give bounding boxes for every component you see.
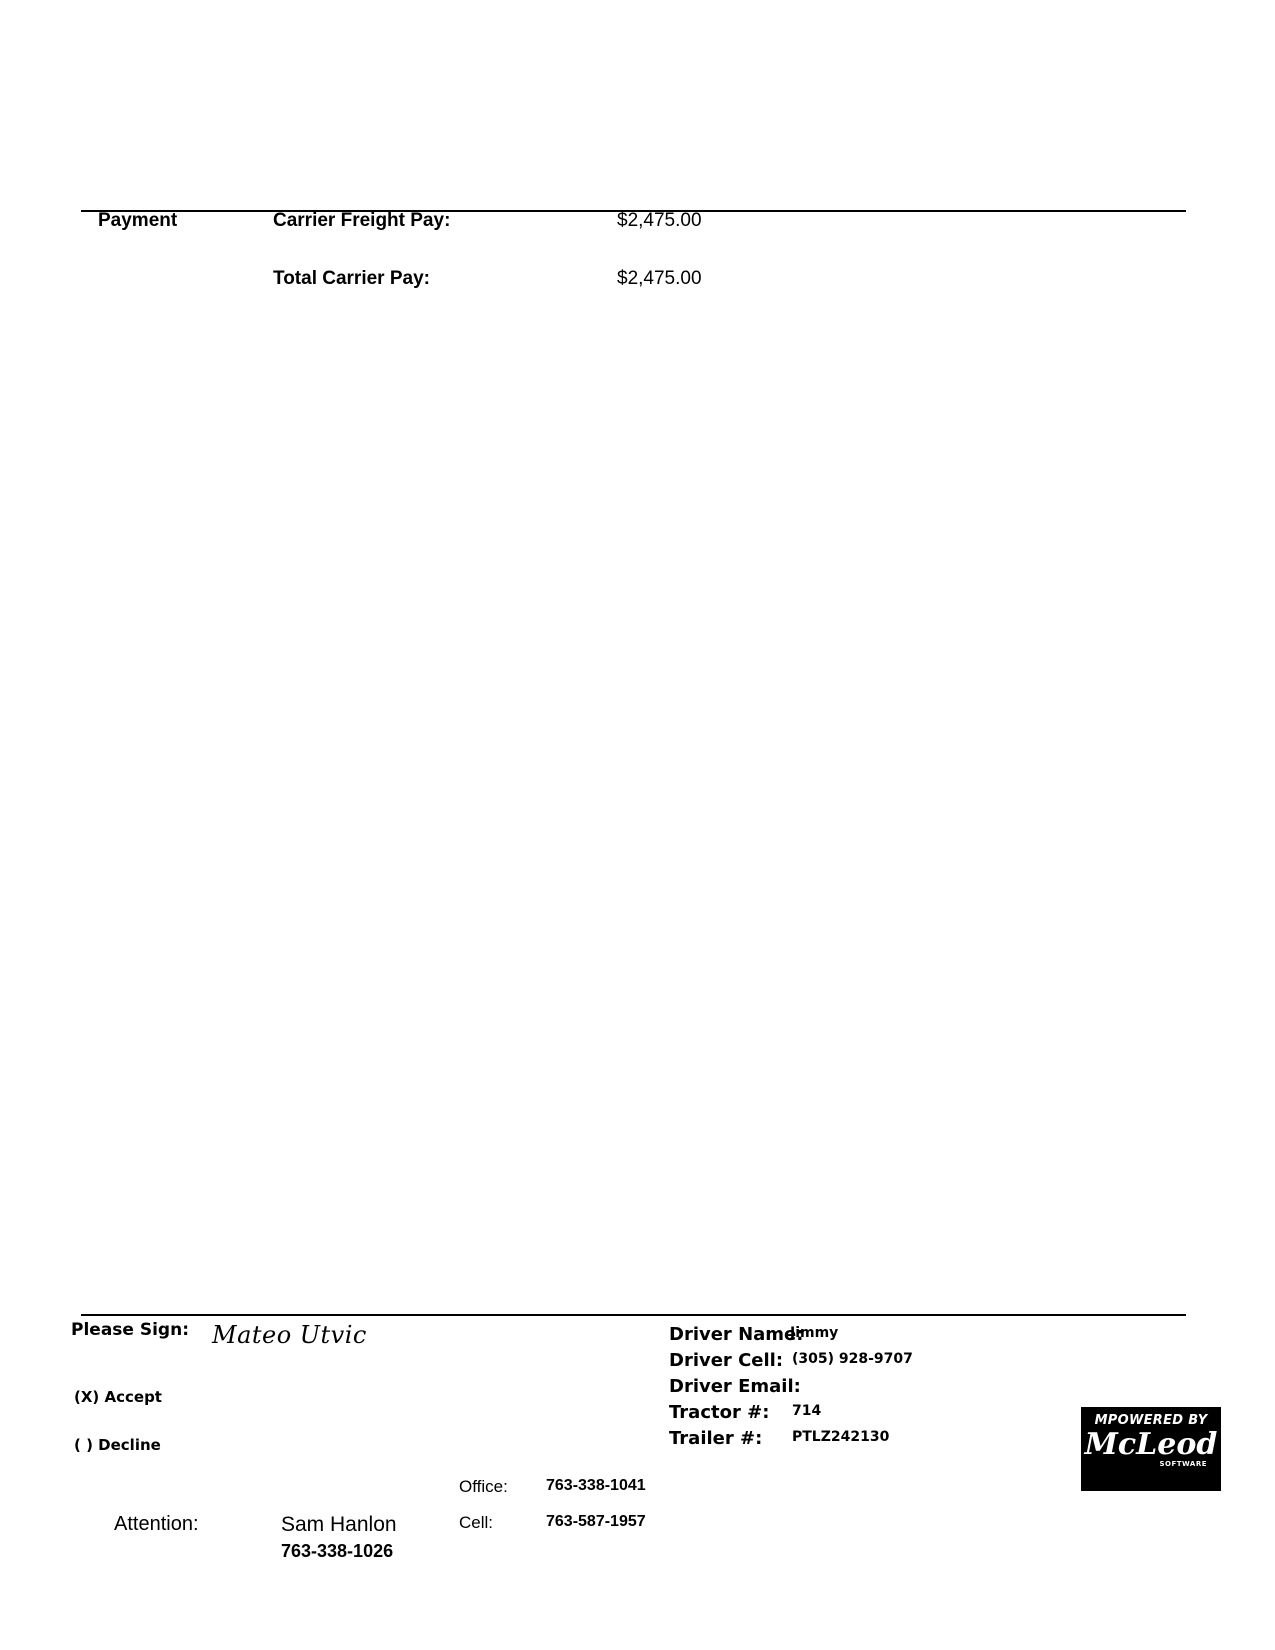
attention-phone: 763-338-1026	[281, 1541, 394, 1561]
please-sign-label: Please Sign:	[71, 1320, 189, 1340]
decline-option: ( ) Decline	[74, 1436, 161, 1454]
driver-email-label: Driver Email:	[669, 1376, 801, 1397]
trailer-value: PTLZ242130	[792, 1429, 890, 1445]
trailer-label: Trailer #:	[669, 1428, 763, 1449]
tractor-label: Tractor #:	[669, 1402, 770, 1423]
logo-top-text: MPOWERED BY	[1094, 1413, 1208, 1428]
driver-name-label: Driver Name:	[669, 1324, 804, 1345]
payment-section-label: Payment	[98, 210, 178, 231]
carrier-freight-pay-label: Carrier Freight Pay:	[273, 210, 451, 231]
office-label: Office:	[459, 1477, 508, 1496]
signature: Mateo Utvic	[212, 1321, 367, 1349]
signature-top-rule	[81, 1314, 1186, 1316]
driver-name-value: Jimmy	[790, 1325, 839, 1341]
driver-cell-value: (305) 928-9707	[792, 1351, 913, 1367]
office-value: 763-338-1041	[546, 1477, 646, 1494]
driver-cell-label: Driver Cell:	[669, 1350, 784, 1371]
cell-value: 763-587-1957	[546, 1513, 646, 1530]
total-carrier-pay-value: $2,475.00	[617, 268, 702, 289]
logo-sub-text: SOFTWARE	[1159, 1460, 1207, 1468]
carrier-freight-pay-value: $2,475.00	[617, 210, 702, 231]
cell-label: Cell:	[459, 1513, 494, 1532]
tractor-value: 714	[792, 1403, 822, 1419]
mcleod-logo	[1081, 1407, 1221, 1491]
total-carrier-pay-label: Total Carrier Pay:	[273, 268, 430, 289]
attention-label: Attention:	[114, 1513, 199, 1535]
accept-option: (X) Accept	[74, 1388, 162, 1406]
attention-name: Sam Hanlon	[281, 1513, 397, 1536]
logo-brand: McLeod	[1084, 1427, 1218, 1462]
